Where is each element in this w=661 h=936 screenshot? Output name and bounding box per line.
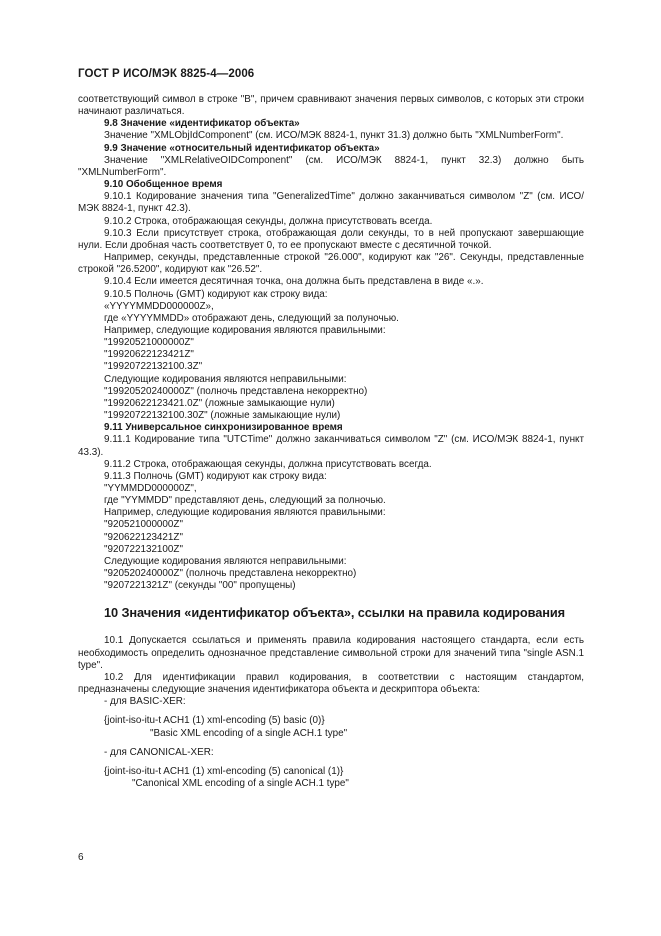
list-item: "920722132100Z" <box>104 543 183 555</box>
paragraph-9-10-4: 9.10.4 Если имеется десятичная точка, она должна быть представлена в виде «.». <box>104 276 484 288</box>
canonical-xer-descriptor: "Canonical XML encoding of a single ACH.1 type" <box>132 777 349 789</box>
paragraph-9-10-3-example: Например, секунды, представленные строкой "26.000", кодируют как "26". Секунды, представленные строкой "26.5200", кодируют как "26.52". <box>78 252 584 276</box>
heading-9-10: 9.10 Обобщенное время <box>104 179 223 191</box>
invalid-intro-9-10: Следующие кодирования являются неправильными: <box>104 373 347 385</box>
basic-xer-label: - для BASIC-XER: <box>104 696 186 708</box>
list-item: "920622123421Z" <box>104 531 183 543</box>
valid-intro-9-11: Например, следующие кодирования являются правильными: <box>104 507 386 519</box>
canonical-xer-label: - для CANONICAL-XER: <box>104 746 214 758</box>
paragraph-10-2: 10.2 Для идентификации правил кодирования, в соответствии с настоящим стандартом, предназначены следующие значения идентификатора объекта и дескриптора объекта: <box>78 671 584 696</box>
list-item: "19920521000000Z" <box>104 337 194 349</box>
paragraph-9-10-1: 9.10.1 Кодирование значения типа "GeneralizedTime" должно заканчиваться символом "Z" (см. ИСО/МЭК 8824-1, пункт 42.3). <box>78 191 584 215</box>
basic-xer-descriptor: "Basic XML encoding of a single ACH.1 type" <box>150 727 348 739</box>
heading-9-8: 9.8 Значение «идентификатор объекта» <box>104 118 300 130</box>
page-body <box>78 94 584 790</box>
page-number: 6 <box>78 852 84 863</box>
paragraph-9-9: Значение "XMLRelativeOIDComponent" (см. ИСО/МЭК 8824-1, пункт 32.3) должно быть "XMLNumberForm". <box>78 154 584 178</box>
list-item: "19920722132100.30Z" (ложные замыкающие нули) <box>104 410 341 422</box>
list-item: "19920622123421Z" <box>104 349 194 361</box>
midnight-where-9-11: где "YYMMDD" представляют день, следующий за полночью. <box>104 495 386 507</box>
paragraph-9-10-3: 9.10.3 Если присутствует строка, отображающая доли секунды, то в ней пропускают завершающие нули. Если дробная часть соответствует 0, то ее пропускают вместе с десятичной точкой. <box>78 227 584 251</box>
midnight-form-9-11: "YYMMDD000000Z", <box>104 483 197 494</box>
paragraph-10-1: 10.1 Допускается ссылаться и применять правила кодирования настоящего стандарта, если есть необходимость определить однозначное представление символьной строки для значений типа "single ASN.1 type". <box>78 635 584 671</box>
paragraph-9-10-5: 9.10.5 Полночь (GMT) кодируют как строку вида: <box>104 288 328 300</box>
basic-xer-oid: {joint-iso-itu-t ACH1 (1) xml-encoding (5) basic (0)} <box>104 715 325 727</box>
list-item: "920521000000Z" <box>104 519 183 531</box>
midnight-form-9-10: «YYYYMMDD000000Z», <box>104 300 214 312</box>
heading-9-9: 9.9 Значение «относительный идентификатор объекта» <box>104 142 380 154</box>
list-item: "19920622123421.0Z" (ложные замыкающие нули) <box>104 397 335 409</box>
list-item: "9207221321Z" (секунды "00" пропущены) <box>104 580 296 592</box>
paragraph-9-11-3: 9.11.3 Полночь (GMT) кодируют как строку вида: <box>104 470 327 482</box>
intro-paragraph: соответствующий символ в строке "B", причем сравнивают значения первых символов, с которых эти строки начинают различаться. <box>78 94 584 118</box>
paragraph-9-8: Значение "XMLObjIdComponent" (см. ИСО/МЭК 8824-1, пункт 31.3) должно быть "XMLNumberForm". <box>104 130 564 142</box>
section-10-heading: 10 Значения «идентификатор объекта», ссылки на правила кодирования <box>104 605 565 621</box>
canonical-xer-oid: {joint-iso-itu-t ACH1 (1) xml-encoding (5) canonical (1)} <box>104 765 344 777</box>
list-item: "19920520240000Z" (полночь представлена некорректно) <box>104 385 368 397</box>
paragraph-9-10-2: 9.10.2 Строка, отображающая секунды, должна присутствовать всегда. <box>104 215 433 227</box>
midnight-where-9-10: где «YYYYMMDD» отображают день, следующий за полуночью. <box>104 312 399 324</box>
heading-9-11: 9.11 Универсальное синхронизированное время <box>104 422 343 434</box>
list-item: "19920722132100.3Z" <box>104 361 203 373</box>
running-header: ГОСТ Р ИСО/МЭК 8825-4—2006 <box>78 68 255 80</box>
paragraph-9-11-1: 9.11.1 Кодирование типа "UTCTime" должно заканчиваться символом "Z" (см. ИСО/МЭК 8824-1, пункт 43.3). <box>78 434 584 458</box>
valid-intro-9-10: Например, следующие кодирования являются правильными: <box>104 324 386 336</box>
invalid-intro-9-11: Следующие кодирования являются неправильными: <box>104 555 347 567</box>
list-item: "920520240000Z" (полночь представлена некорректно) <box>104 568 357 580</box>
paragraph-9-11-2: 9.11.2 Строка, отображающая секунды, должна присутствовать всегда. <box>104 458 432 470</box>
